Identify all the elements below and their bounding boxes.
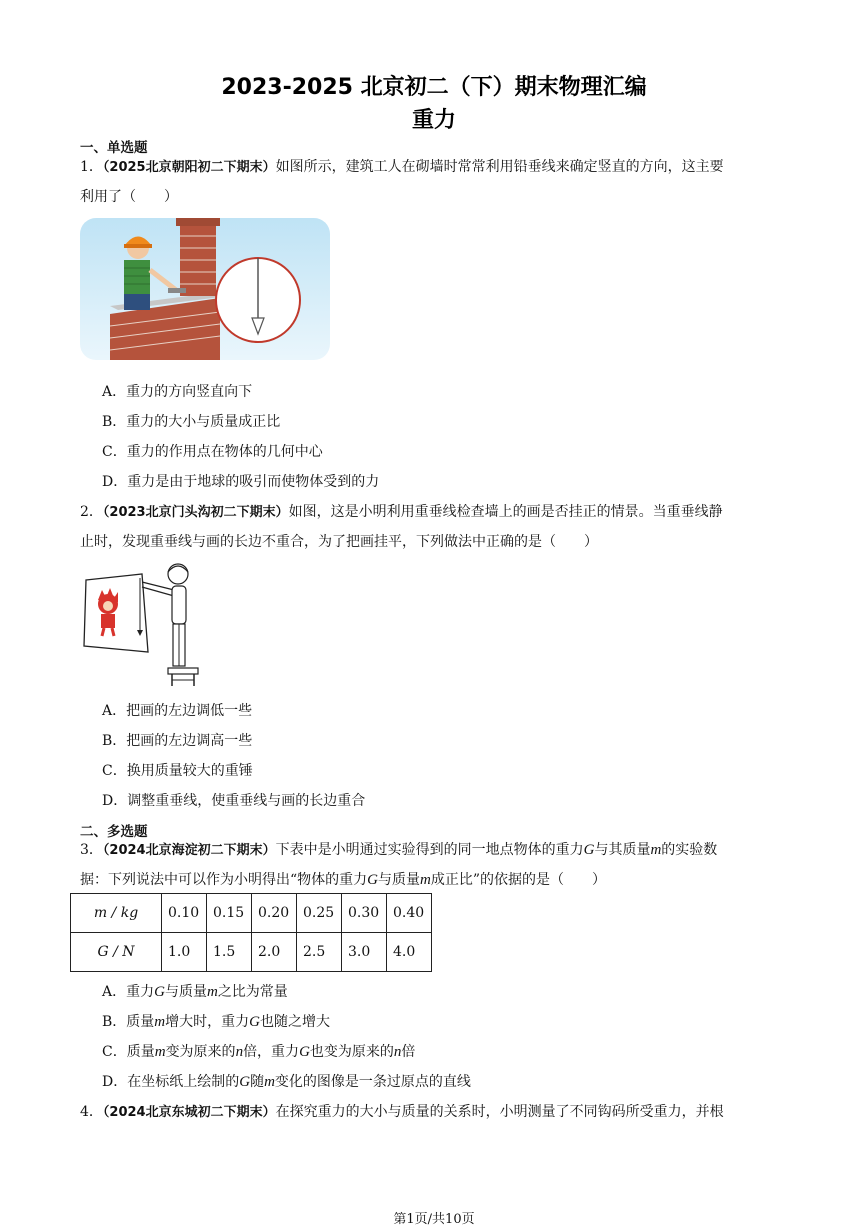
- bricklayer-plumb-line-figure: [80, 218, 330, 360]
- question-1-text: 如图所示，建筑工人在砌墙时常常利用铅垂线来确定竖直的方向，这主要: [275, 159, 724, 175]
- question-3-text-part: 与质量: [378, 872, 420, 888]
- question-1-option-c: C．重力的作用点在物体的几何中心: [102, 444, 323, 460]
- table-cell: 0.20: [252, 894, 297, 933]
- question-3-option-c: [102, 1041, 415, 1061]
- question-2-option-d: D．调整重垂线，使重垂线与画的长边重合: [102, 793, 366, 809]
- table-header-weight: G / N: [71, 933, 162, 972]
- table-cell: 0.30: [342, 894, 387, 933]
- question-3-text-part: 成正比”的依据的是（ ）: [430, 872, 607, 888]
- question-3-text-part: 与其质量: [594, 842, 651, 858]
- variable-n: n: [393, 1044, 402, 1060]
- question-2-number: 2．: [80, 504, 103, 520]
- question-3-text-part: 据：下列说法中可以作为小明得出“物体的重力: [80, 872, 368, 888]
- section-heading-multiple-choice: 二、多选题: [80, 824, 148, 840]
- table-cell: 0.15: [207, 894, 252, 933]
- table-cell: 4.0: [387, 933, 432, 972]
- variable-g: G: [154, 984, 165, 1000]
- option-text-part: 与质量: [164, 984, 207, 1000]
- page-number-footer: 第1页/共10页: [393, 1212, 475, 1227]
- question-3-option-a: [102, 981, 288, 1001]
- question-2-line-1: [80, 501, 723, 521]
- table-row-mass: [71, 894, 432, 933]
- question-1-option-a: A．重力的方向竖直向下: [102, 384, 253, 400]
- variable-m: m: [154, 1014, 166, 1030]
- question-1-source: （2025北京朝阳初二下期末）: [102, 160, 276, 175]
- option-text-part: 也变为原来的: [309, 1044, 394, 1060]
- variable-m: m: [206, 984, 218, 1000]
- section-heading-single-choice: 一、单选题: [80, 140, 148, 156]
- question-1-option-b: B．重力的大小与质量成正比: [102, 414, 281, 430]
- question-1-line-2: 利用了（ ）: [80, 189, 178, 205]
- option-text-part: 随: [250, 1074, 265, 1090]
- table-row-weight: [71, 933, 432, 972]
- option-text-part: 也随之增大: [259, 1014, 330, 1030]
- table-cell: 2.0: [252, 933, 297, 972]
- question-3-option-b: [102, 1011, 330, 1031]
- question-4-line-1: [80, 1101, 724, 1121]
- question-2-source: （2023北京门头沟初二下期末）: [102, 505, 289, 520]
- question-3-text-part: 下表中是小明通过实验得到的同一地点物体的重力: [275, 842, 584, 858]
- option-text-part: 变为原来的: [165, 1044, 236, 1060]
- table-cell: 0.25: [297, 894, 342, 933]
- question-4-number: 4．: [80, 1104, 103, 1120]
- table-cell: 3.0: [342, 933, 387, 972]
- option-text-part: 增大时，重力: [165, 1014, 250, 1030]
- variable-m: m: [420, 872, 431, 888]
- variable-g: G: [367, 872, 378, 888]
- option-text-part: B．质量: [102, 1014, 155, 1030]
- question-2-line-2: 止时，发现重垂线与画的长边不重合，为了把画挂平，下列做法中正确的是（ ）: [80, 534, 598, 550]
- question-3-text-part: 的实验数: [661, 842, 718, 858]
- table-header-mass: m / kg: [71, 894, 162, 933]
- option-text-part: 倍，重力: [243, 1044, 300, 1060]
- option-text-part: 倍: [401, 1044, 416, 1060]
- question-3-source: （2024北京海淀初二下期末）: [102, 843, 276, 858]
- table-cell: 1.5: [207, 933, 252, 972]
- table-cell: 0.40: [387, 894, 432, 933]
- question-1-line-1: [80, 156, 724, 176]
- question-2-option-b: B．把画的左边调高一些: [102, 733, 253, 749]
- option-text-part: D．在坐标纸上绘制的: [102, 1074, 240, 1090]
- variable-g: G: [249, 1014, 260, 1030]
- mass-weight-data-table: [70, 893, 432, 972]
- document-subtitle: 重力: [411, 108, 456, 133]
- question-4-source: （2024北京东城初二下期末）: [102, 1105, 276, 1120]
- option-text-part: A．重力: [102, 984, 155, 1000]
- document-title: 2023-2025 北京初二（下）期末物理汇编: [221, 75, 647, 100]
- table-cell: 0.10: [162, 894, 207, 933]
- question-1-number: 1．: [80, 159, 103, 175]
- question-2-option-c: C．换用质量较大的重锤: [102, 763, 253, 779]
- variable-m: m: [154, 1044, 166, 1060]
- question-3-line-1: [80, 839, 717, 859]
- option-text-part: 之比为常量: [217, 984, 288, 1000]
- variable-g: G: [583, 842, 595, 858]
- variable-m: m: [650, 842, 662, 858]
- variable-n: n: [235, 1044, 244, 1060]
- table-cell: 2.5: [297, 933, 342, 972]
- question-4-text: 在探究重力的大小与质量的关系时，小明测量了不同钩码所受重力，并根: [275, 1104, 724, 1120]
- variable-g: G: [239, 1074, 251, 1090]
- question-1-option-d: D．重力是由于地球的吸引而使物体受到的力: [102, 474, 380, 490]
- option-text-part: 变化的图像是一条过原点的直线: [274, 1074, 471, 1090]
- table-cell: 1.0: [162, 933, 207, 972]
- question-3-line-2: [80, 869, 606, 889]
- question-2-text: 如图，这是小明利用重垂线检查墙上的画是否挂正的情景。当重垂线静: [288, 504, 723, 520]
- variable-m: m: [264, 1074, 275, 1090]
- question-3-option-d: [102, 1071, 471, 1091]
- question-2-option-a: A．把画的左边调低一些: [102, 703, 253, 719]
- picture-plumb-line-figure: [80, 560, 210, 690]
- variable-g: G: [299, 1044, 310, 1060]
- question-3-number: 3．: [80, 842, 103, 858]
- option-text-part: C．质量: [102, 1044, 155, 1060]
